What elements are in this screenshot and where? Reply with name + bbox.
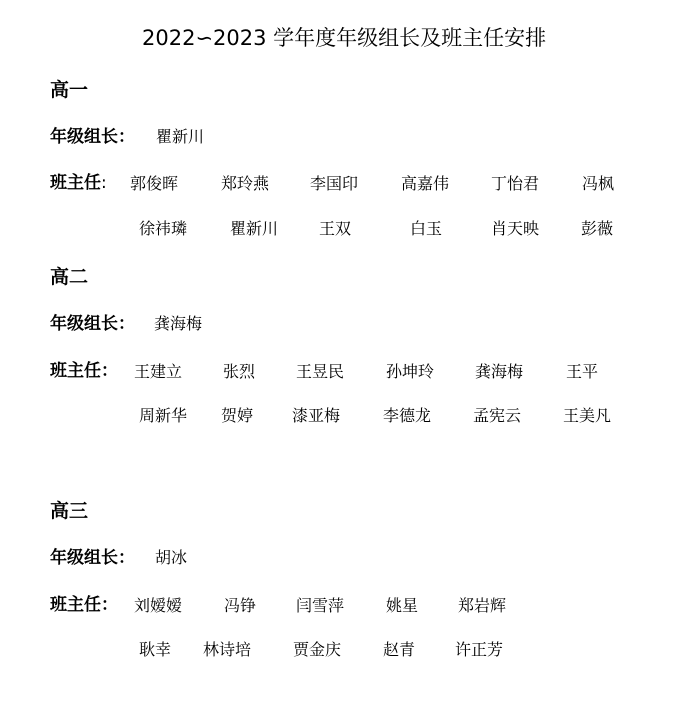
grade-3-teachers-label [50,590,118,615]
teachers-label-text: 班主任 [50,595,101,615]
teacher-name: 肖天映 [491,219,540,238]
grade-1-teachers-label [50,168,107,193]
grade-1-leader-name: 瞿新川 [156,127,205,146]
teacher-name: 丁怡君 [491,174,540,193]
teacher-name: 张烈 [223,362,256,381]
teacher-name: 郑岩辉 [458,596,507,615]
teacher-name: 彭薇 [581,219,614,238]
grade-3-leader-label [50,543,135,568]
teacher-name: 白玉 [410,219,443,238]
grade-3-leader-name: 胡冰 [155,548,188,567]
teachers-label-text: 班主任 [50,173,101,193]
teachers-label-text: 班主任 [50,361,101,381]
teacher-name: 姚星 [386,596,419,615]
teacher-name: 郑玲燕 [221,174,270,193]
teacher-name: 李国印 [310,174,359,193]
teacher-name: 龚海梅 [475,362,524,381]
teacher-name: 王建立 [134,362,183,381]
grade-2-leader-name: 龚海梅 [154,314,203,333]
teacher-name: 林诗培 [203,640,252,659]
leader-label-text: 年级组长 [50,314,118,334]
teachers-label-colon: ： [101,361,118,381]
teacher-name: 冯枫 [582,174,615,193]
teacher-name: 耿幸 [139,640,172,659]
teacher-name: 高嘉伟 [401,174,450,193]
teacher-name: 闫雪萍 [296,596,345,615]
teacher-name: 李德龙 [383,406,432,425]
teacher-name: 赵青 [383,640,416,659]
grade-2-leader-label [50,309,135,334]
teacher-name: 贾金庆 [293,640,342,659]
teacher-name: 王双 [319,219,352,238]
teacher-name: 瞿新川 [230,219,279,238]
teacher-name: 王平 [566,362,599,381]
teacher-name: 周新华 [139,406,188,425]
leader-label-text: 年级组长 [50,548,118,568]
grade-2-heading: 高二 [50,266,89,288]
teacher-name: 孟宪云 [473,406,522,425]
grade-1-heading: 高一 [50,79,89,101]
teacher-name: 王美凡 [563,406,612,425]
teacher-name: 郭俊晖 [130,174,179,193]
document-title: 2022∽2023 学年度年级组长及班主任安排 [142,26,547,50]
teacher-name: 孙坤玲 [386,362,435,381]
leader-label-text: 年级组长 [50,127,118,147]
leader-label-colon: ： [118,314,135,334]
teacher-name: 许正芳 [455,640,504,659]
teachers-label-colon: ： [101,595,118,615]
teacher-name: 冯铮 [224,596,257,615]
teacher-name: 徐祎璘 [139,219,188,238]
leader-label-colon: ： [118,548,135,568]
leader-label-colon: ： [118,127,135,147]
teachers-label-colon: : [101,173,107,193]
grade-1-leader-label [50,122,135,147]
teacher-name: 贺婷 [221,406,254,425]
teacher-name: 刘嫒嫒 [134,596,183,615]
teacher-name: 漆亚梅 [292,406,341,425]
grade-2-teachers-label [50,356,118,381]
teacher-name: 王昱民 [296,362,345,381]
grade-3-heading: 高三 [50,500,89,522]
